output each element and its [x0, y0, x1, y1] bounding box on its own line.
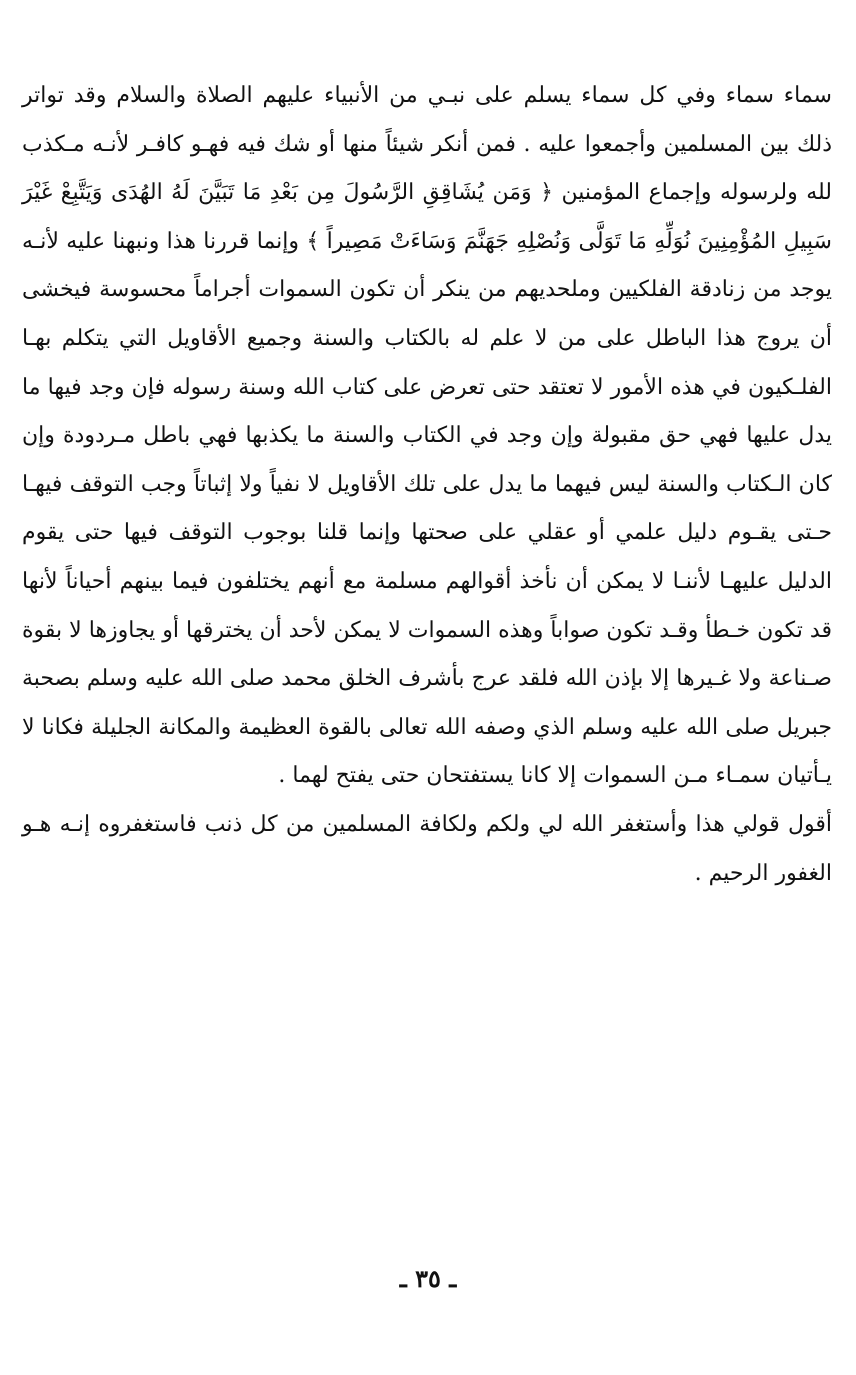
paragraph-closing: أقول قولي هذا وأستغفر الله لي ولكم ولكافة المسلمين من كل ذنب فاستغفروه إنـه هـو الغفور الرحيم .: [22, 811, 832, 886]
paragraph-main: سماء سماء وفي كل سماء يسلم على نبـي من الأنبياء عليهم الصلاة والسلام وقد تواتر ذلك بين المسلمين وأجمعوا عليه . فمن أنكر شيئاً منها أو شك فيه فهـو كافـر لأنـه مـكذب لله ولرسوله وإجماع المؤمنين ﴿ وَمَن يُشَاقِقِ الرَّسُولَ مِن بَعْدِ مَا تَبَيَّنَ لَهُ الهُدَى وَيَتَّبِعْ غَيْرَ سَبِيلِ المُؤْمِنِينَ نُوَلِّهِ مَا تَوَلَّى وَنُصْلِهِ جَهَنَّمَ وَسَاءَتْ مَصِيراً ﴾ وإنما قررنا هذا ونبهنا عليه لأنـه يوجد من زنادقة الفلكيين وملحديهم من ينكر أن تكون السموات أجراماً محسوسة فيخشى أن يروج هذا الباطل على من لا علم له بالكتاب والسنة وجميع الأقاويل التي يتكلم بهـا الفلـكيون في هذه الأمور لا تعتقد حتى تعرض على كتاب الله وسنة رسوله فإن وجد فيها ما يدل عليها فهي حق مقبولة وإن وجد في الكتاب والسنة ما يكذبها فهي باطل مـردودة وإن كان الـكتاب والسنة ليس فيهما ما يدل على تلك الأقاويل لا نفياً ولا إثباتاً وجب التوقف فيهـا حـتى يقـوم دليل علمي أو عقلي على صحتها وإنما قلنا بوجوب التوقف فيها حتى يقوم الدليل عليهـا لأننـا لا يمكن أن نأخذ أقوالهم مسلمة مع أنهم يختلفون فيما بينهم أحياناً لأنها قد تكون خـطأ وقـد تكون صواباً وهذه السموات لا يمكن لأحد أن يخترقها أو يجاوزها لا بقوة صـناعة ولا غـيرها إلا بإذن الله فلقد عرج بأشرف الخلق محمد صلى الله عليه وسلم بصحبة جبريل صلى الله عليه وسلم الذي وصفه الله تعالى بالقوة العظيمة والمكانة الجليلة فكانا لا يـأتيان سمـاء مـن السموات إلا كانا يستفتحان حتى يفتح لهما .: [22, 83, 832, 789]
page-number: ـ ٣٥ ـ: [399, 1264, 457, 1293]
body-text: [22, 72, 832, 898]
